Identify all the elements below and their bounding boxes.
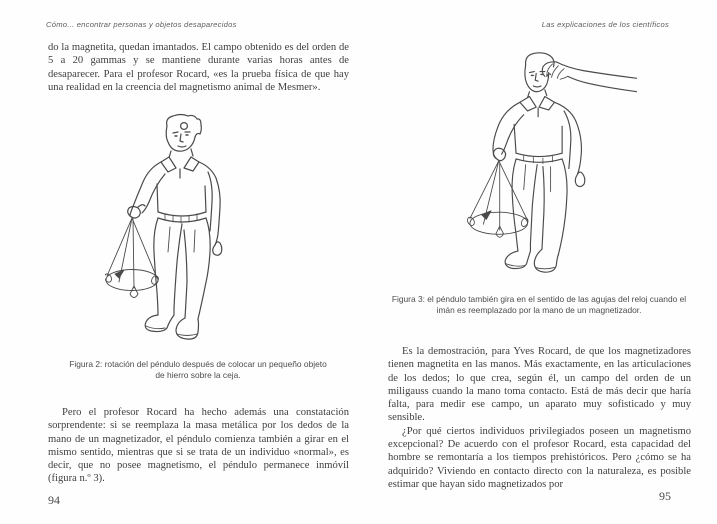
pendulum-drawing xyxy=(105,218,160,298)
right-page-paragraph-1: Es la demostración, para Yves Rocard, de que los magnetizadores tienen magnetita en las manos. Más exactamente, en las articulaciones de los dedos; lo que crea, según él, un campo del orden de un miligauss cuando la mano toma contacto. Está de más decir que haría falta, para medir ese campo, un aparato muy sofisticado y muy sensible. xyxy=(388,346,691,424)
figure-3-illustration xyxy=(445,46,637,293)
man-head-drawing xyxy=(166,115,201,159)
figure-2-caption: Figura 2: rotación del péndulo después de colocar un pequeño objeto de hierro sobre la ceja. xyxy=(69,359,327,380)
figure-2-illustration xyxy=(105,112,285,357)
right-page-paragraph-2: ¿Por qué ciertos individuos privilegiados poseen un magnetismo excepcional? De acuerdo con el profesor Rocard, esta capacidad del hombre se remontaría a los tiempos prehistóricos. Pero ¿cómo se ha adquirido? Viviendo en contacto directo con la naturaleza, es posible estimar que hayan sido magnetizados por xyxy=(388,425,691,490)
man-with-pendulum-drawing xyxy=(105,112,285,357)
magnetizer-hand-drawing xyxy=(542,62,637,92)
man-body-drawing xyxy=(128,157,222,339)
running-header-right: Las explicaciones de los científicos xyxy=(541,20,669,29)
left-page-paragraph-2: Pero el profesor Rocard ha hecho además una constatación sorprendente: si se reemplaza la masa metálica por los dedos de la mano de un magnetizador, el péndulo comienza también a girar en el mismo sentido, mientras que si se trata de un individuo «normal», es decir, que no posee magnetismo, el péndulo permanece inmóvil (figura n.º 3). xyxy=(48,407,349,485)
running-header-left: Cómo... encontrar personas y objetos desaparecidos xyxy=(46,20,237,29)
page-number-right: 95 xyxy=(659,489,671,503)
pendulum-drawing xyxy=(466,161,529,237)
man-body-drawing xyxy=(493,97,585,273)
figure-3-caption: Figura 3: el péndulo también gira en el sentido de las agujas del reloj cuando el imán es reemplazado por la mano de un magnetizador. xyxy=(391,294,687,315)
man-with-pendulum-and-hand-drawing xyxy=(445,46,637,293)
page-number-left: 94 xyxy=(48,493,60,507)
right-page-text-block xyxy=(388,345,691,491)
man-head-drawing xyxy=(525,53,554,98)
left-page-paragraph-1: do la magnetita, quedan imantados. El campo obtenido es del orden de 5 a 20 gammas y se mantiene durante varias horas antes de desaparecer. Para el profesor Rocard, «es la prueba física de que hay una realidad en la creencia del magnetismo animal de Mesmer». xyxy=(48,42,349,93)
iron-object-on-brow xyxy=(181,123,188,130)
